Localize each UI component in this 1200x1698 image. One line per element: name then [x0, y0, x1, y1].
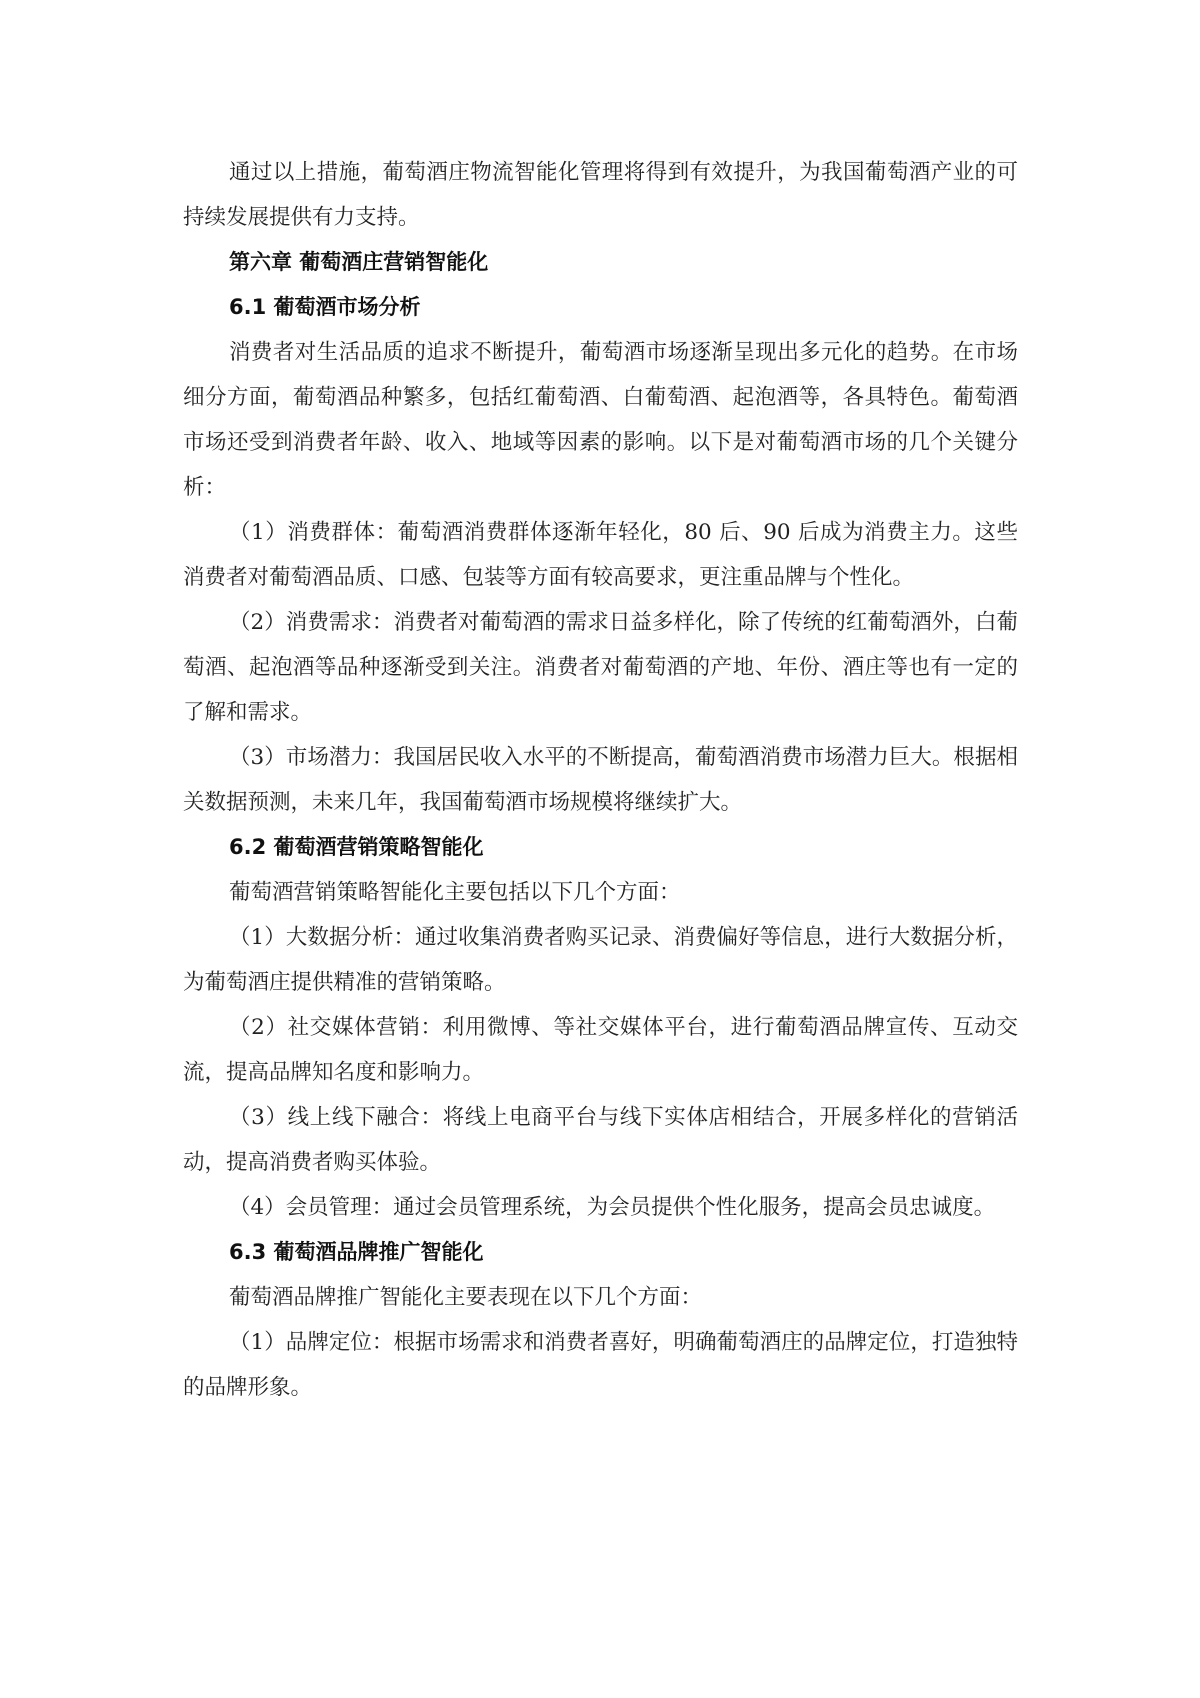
section-6-1-item: （3）市场潜力：我国居民收入水平的不断提高，葡萄酒消费市场潜力巨大。根据相关数据预测，未来几年，我国葡萄酒市场规模将继续扩大。	[183, 745, 1018, 815]
section-6-2-item: （4）会员管理：通过会员管理系统，为会员提供个性化服务，提高会员忠诚度。	[229, 1195, 996, 1220]
section-6-2-item: （2）社交媒体营销：利用微博、等社交媒体平台，进行葡萄酒品牌宣传、互动交流，提高品牌知名度和影响力。	[183, 1015, 1018, 1085]
section-6-1-intro: 消费者对生活品质的追求不断提升，葡萄酒市场逐渐呈现出多元化的趋势。在市场细分方面，葡萄酒品种繁多，包括红葡萄酒、白葡萄酒、起泡酒等，各具特色。葡萄酒市场还受到消费者年龄、收入、地域等因素的影响。以下是对葡萄酒市场的几个关键分析：	[183, 340, 1018, 500]
section-6-2-item: （3）线上线下融合：将线上电商平台与线下实体店相结合，开展多样化的营销活动，提高消费者购买体验。	[183, 1105, 1018, 1175]
section-6-2-item: （1）大数据分析：通过收集消费者购买记录、消费偏好等信息，进行大数据分析，为葡萄酒庄提供精准的营销策略。	[183, 925, 1018, 995]
chapter-title: 第六章 葡萄酒庄营销智能化	[229, 250, 489, 274]
section-6-2-title: 6.2 葡萄酒营销策略智能化	[229, 835, 484, 859]
section-6-1-item: （1）消费群体：葡萄酒消费群体逐渐年轻化，80 后、90 后成为消费主力。这些消费者对葡萄酒品质、口感、包装等方面有较高要求，更注重品牌与个性化。	[183, 520, 1018, 590]
section-6-2-intro: 葡萄酒营销策略智能化主要包括以下几个方面：	[229, 880, 681, 905]
document-body	[183, 150, 1018, 1410]
section-6-1-item: （2）消费需求：消费者对葡萄酒的需求日益多样化，除了传统的红葡萄酒外，白葡萄酒、起泡酒等品种逐渐受到关注。消费者对葡萄酒的产地、年份、酒庄等也有一定的了解和需求。	[183, 610, 1018, 725]
section-6-3-title: 6.3 葡萄酒品牌推广智能化	[229, 1240, 484, 1264]
section-6-3-item: （1）品牌定位：根据市场需求和消费者喜好，明确葡萄酒庄的品牌定位，打造独特的品牌形象。	[183, 1330, 1018, 1400]
intro-paragraph: 通过以上措施，葡萄酒庄物流智能化管理将得到有效提升，为我国葡萄酒产业的可持续发展提供有力支持。	[183, 160, 1018, 230]
section-6-1-title: 6.1 葡萄酒市场分析	[229, 295, 421, 319]
section-6-3-intro: 葡萄酒品牌推广智能化主要表现在以下几个方面：	[229, 1285, 703, 1310]
